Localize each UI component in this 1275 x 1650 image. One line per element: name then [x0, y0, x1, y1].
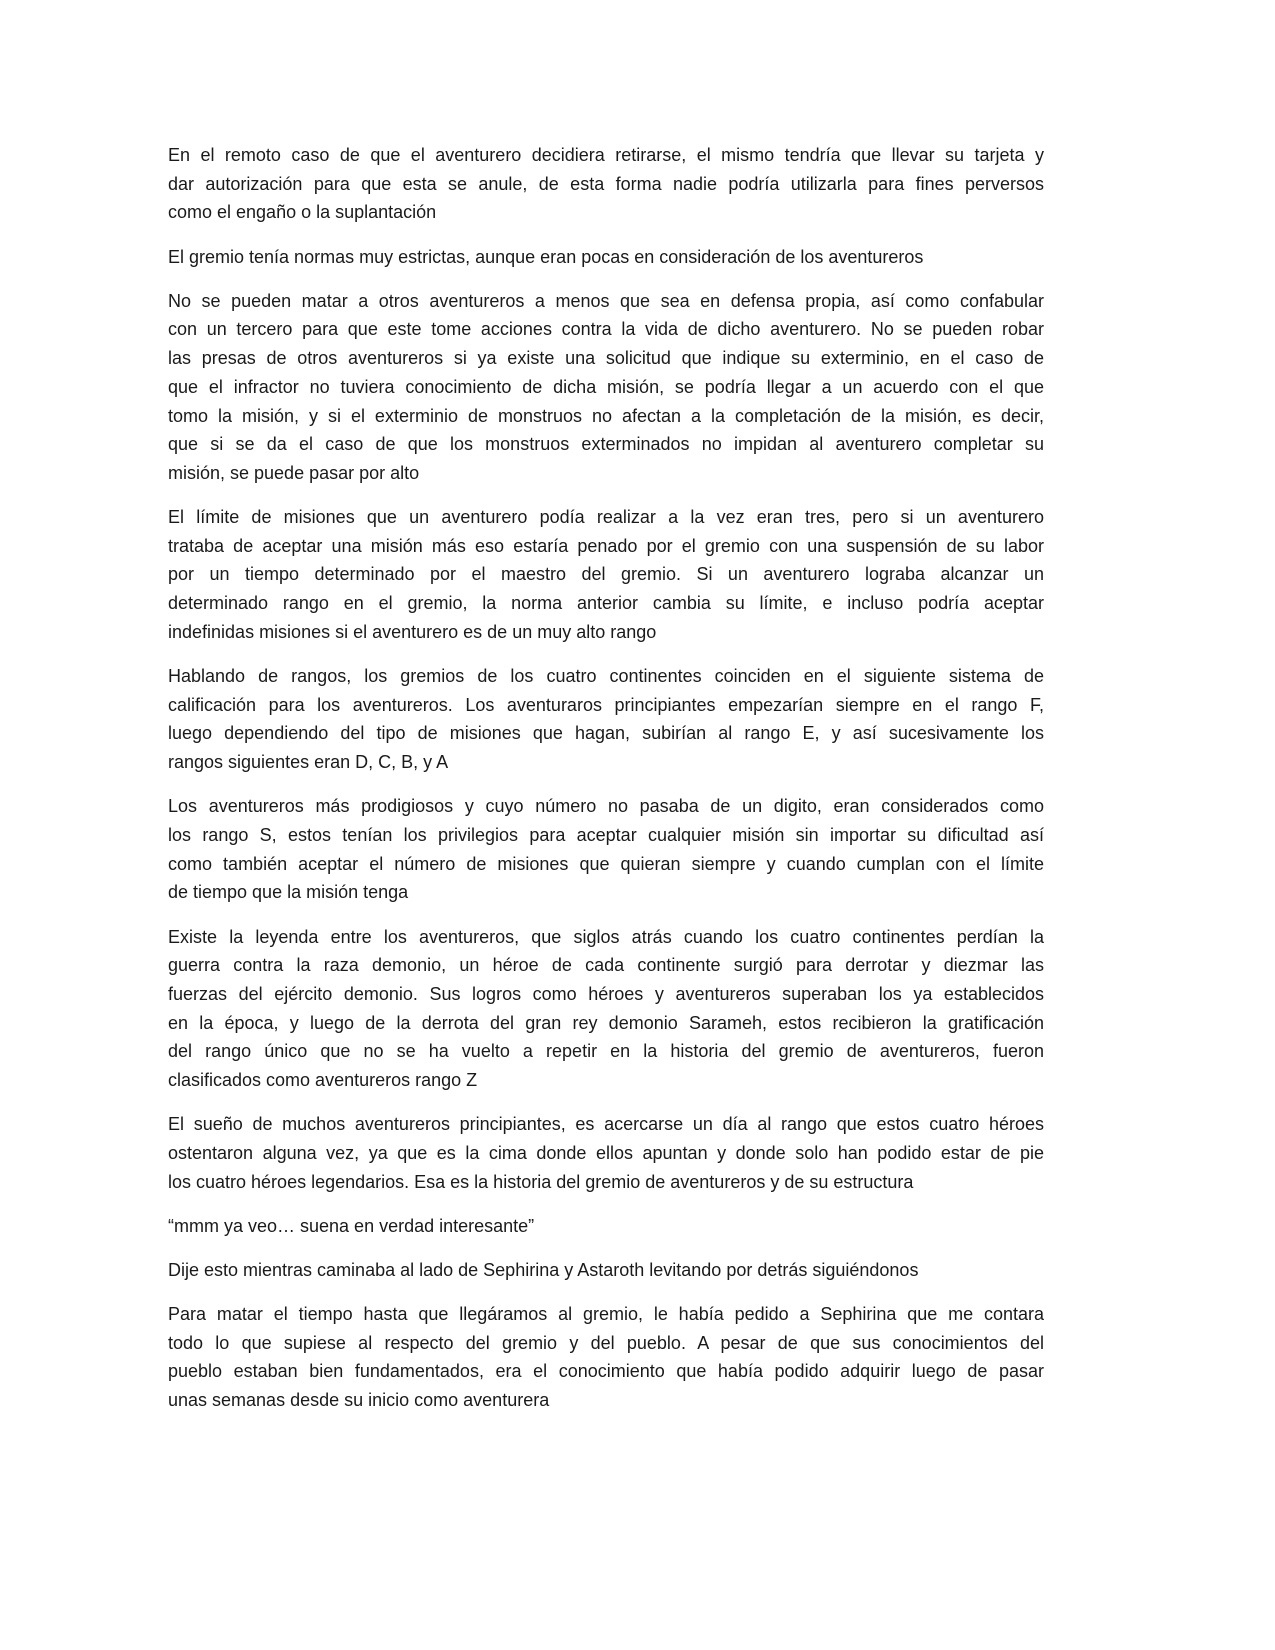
- text-line: Hablando de rangos, los gremios de los cuatro continentes coinciden en el siguiente sistema de: [168, 666, 1044, 686]
- text-line: con un tercero para que este tome acciones contra la vida de dicho aventurero. No se pueden robar: [168, 319, 1044, 340]
- text-line: tomo la misión, y si el exterminio de monstruos no afectan a la completación de la misión, es decir,: [168, 405, 1044, 426]
- paragraph: [168, 503, 1044, 646]
- text-line: luego dependiendo del tipo de misiones que hagan, subirían al rango E, y así sucesivamente los: [168, 723, 1044, 744]
- text-line: que si se da el caso de que los monstruos exterminados no impidan al aventurero completar su: [168, 434, 1044, 455]
- text-line: los rango S, estos tenían los privilegios para aceptar cualquier misión sin importar su dificultad así: [168, 824, 1044, 845]
- text-line: de tiempo que la misión tenga: [168, 882, 409, 903]
- text-line: El gremio tenía normas muy estrictas, aunque eran pocas en consideración de los aventureros: [168, 246, 924, 267]
- text-line: las presas de otros aventureros si ya existe una solicitud que indique su exterminio, en el caso de: [168, 348, 1044, 369]
- text-line: que el infractor no tuviera conocimiento de dicha misión, se podría llegar a un acuerdo con el que: [168, 376, 1044, 397]
- text-line: “mmm ya veo… suena en verdad interesante”: [168, 1215, 535, 1236]
- paragraph: [168, 287, 1044, 488]
- document-page: [168, 141, 1044, 1430]
- text-line: dar autorización para que esta se anule, de esta forma nadie podría utilizarla para fines perversos: [168, 173, 1044, 194]
- paragraph: [168, 792, 1044, 907]
- text-line: Existe la leyenda entre los aventureros, que siglos atrás cuando los cuatro continentes perdían la: [168, 926, 1044, 947]
- text-line: trataba de aceptar una misión más eso estaría penado por el gremio con una suspensión de su labor: [168, 535, 1044, 556]
- text-line: unas semanas desde su inicio como aventurera: [168, 1390, 550, 1411]
- text-line: Para matar el tiempo hasta que llegáramos al gremio, le había pedido a Sephirina que me contara: [168, 1304, 1044, 1325]
- text-line: pueblo estaban bien fundamentados, era el conocimiento que había podido adquirir luego de pasar: [168, 1361, 1044, 1382]
- paragraph: [168, 1256, 1044, 1285]
- text-line: en la época, y luego de la derrota del gran rey demonio Sarameh, estos recibieron la gratificación: [168, 1012, 1044, 1033]
- text-line: calificación para los aventureros. Los aventuraros principiantes empezarían siempre en el rango F,: [168, 694, 1044, 715]
- paragraph: [168, 1212, 1044, 1241]
- paragraph: [168, 1300, 1044, 1415]
- text-line: del rango único que no se ha vuelto a repetir en la historia del gremio de aventureros, fueron: [168, 1041, 1044, 1062]
- text-line: Dije esto mientras caminaba al lado de Sephirina y Astaroth levitando por detrás siguiéndonos: [168, 1259, 919, 1280]
- paragraph: [168, 1110, 1044, 1196]
- text-line: fuerzas del ejército demonio. Sus logros como héroes y aventureros superaban los ya establecidos: [168, 983, 1044, 1004]
- text-line: El sueño de muchos aventureros principiantes, es acercarse un día al rango que estos cuatro héroes: [168, 1114, 1044, 1135]
- text-line: Los aventureros más prodigiosos y cuyo número no pasaba de un digito, eran considerados como: [168, 796, 1044, 817]
- paragraph: [168, 662, 1044, 777]
- text-line: No se pueden matar a otros aventureros a menos que sea en defensa propia, así como confabular: [168, 290, 1044, 311]
- paragraph: [168, 923, 1044, 1095]
- text-line: misión, se puede pasar por alto: [168, 462, 420, 483]
- text-line: los cuatro héroes legendarios. Esa es la historia del gremio de aventureros y de su estructura: [168, 1171, 914, 1192]
- text-line: guerra contra la raza demonio, un héroe de cada continente surgió para derrotar y diezmar las: [168, 955, 1044, 976]
- text-line: En el remoto caso de que el aventurero decidiera retirarse, el mismo tendría que llevar su tarjeta y: [168, 145, 1044, 165]
- text-line: ostentaron alguna vez, ya que es la cima donde ellos apuntan y donde solo han podido estar de pie: [168, 1142, 1044, 1163]
- text-line: todo lo que supiese al respecto del gremio y del pueblo. A pesar de que sus conocimientos del: [168, 1332, 1044, 1353]
- text-line: El límite de misiones que un aventurero podía realizar a la vez eran tres, pero si un aventurero: [168, 507, 1044, 528]
- text-line: por un tiempo determinado por el maestro del gremio. Si un aventurero lograba alcanzar un: [168, 564, 1044, 585]
- paragraph: [168, 141, 1044, 227]
- text-line: como el engaño o la suplantación: [168, 202, 437, 223]
- text-line: determinado rango en el gremio, la norma anterior cambia su límite, e incluso podría aceptar: [168, 593, 1044, 614]
- text-line: indefinidas misiones si el aventurero es de un muy alto rango: [168, 621, 657, 642]
- text-line: como también aceptar el número de misiones que quieran siempre y cuando cumplan con el límite: [168, 853, 1044, 874]
- text-line: clasificados como aventureros rango Z: [168, 1069, 478, 1090]
- text-line: rangos siguientes eran D, C, B, y A: [168, 752, 449, 773]
- paragraph: [168, 243, 1044, 272]
